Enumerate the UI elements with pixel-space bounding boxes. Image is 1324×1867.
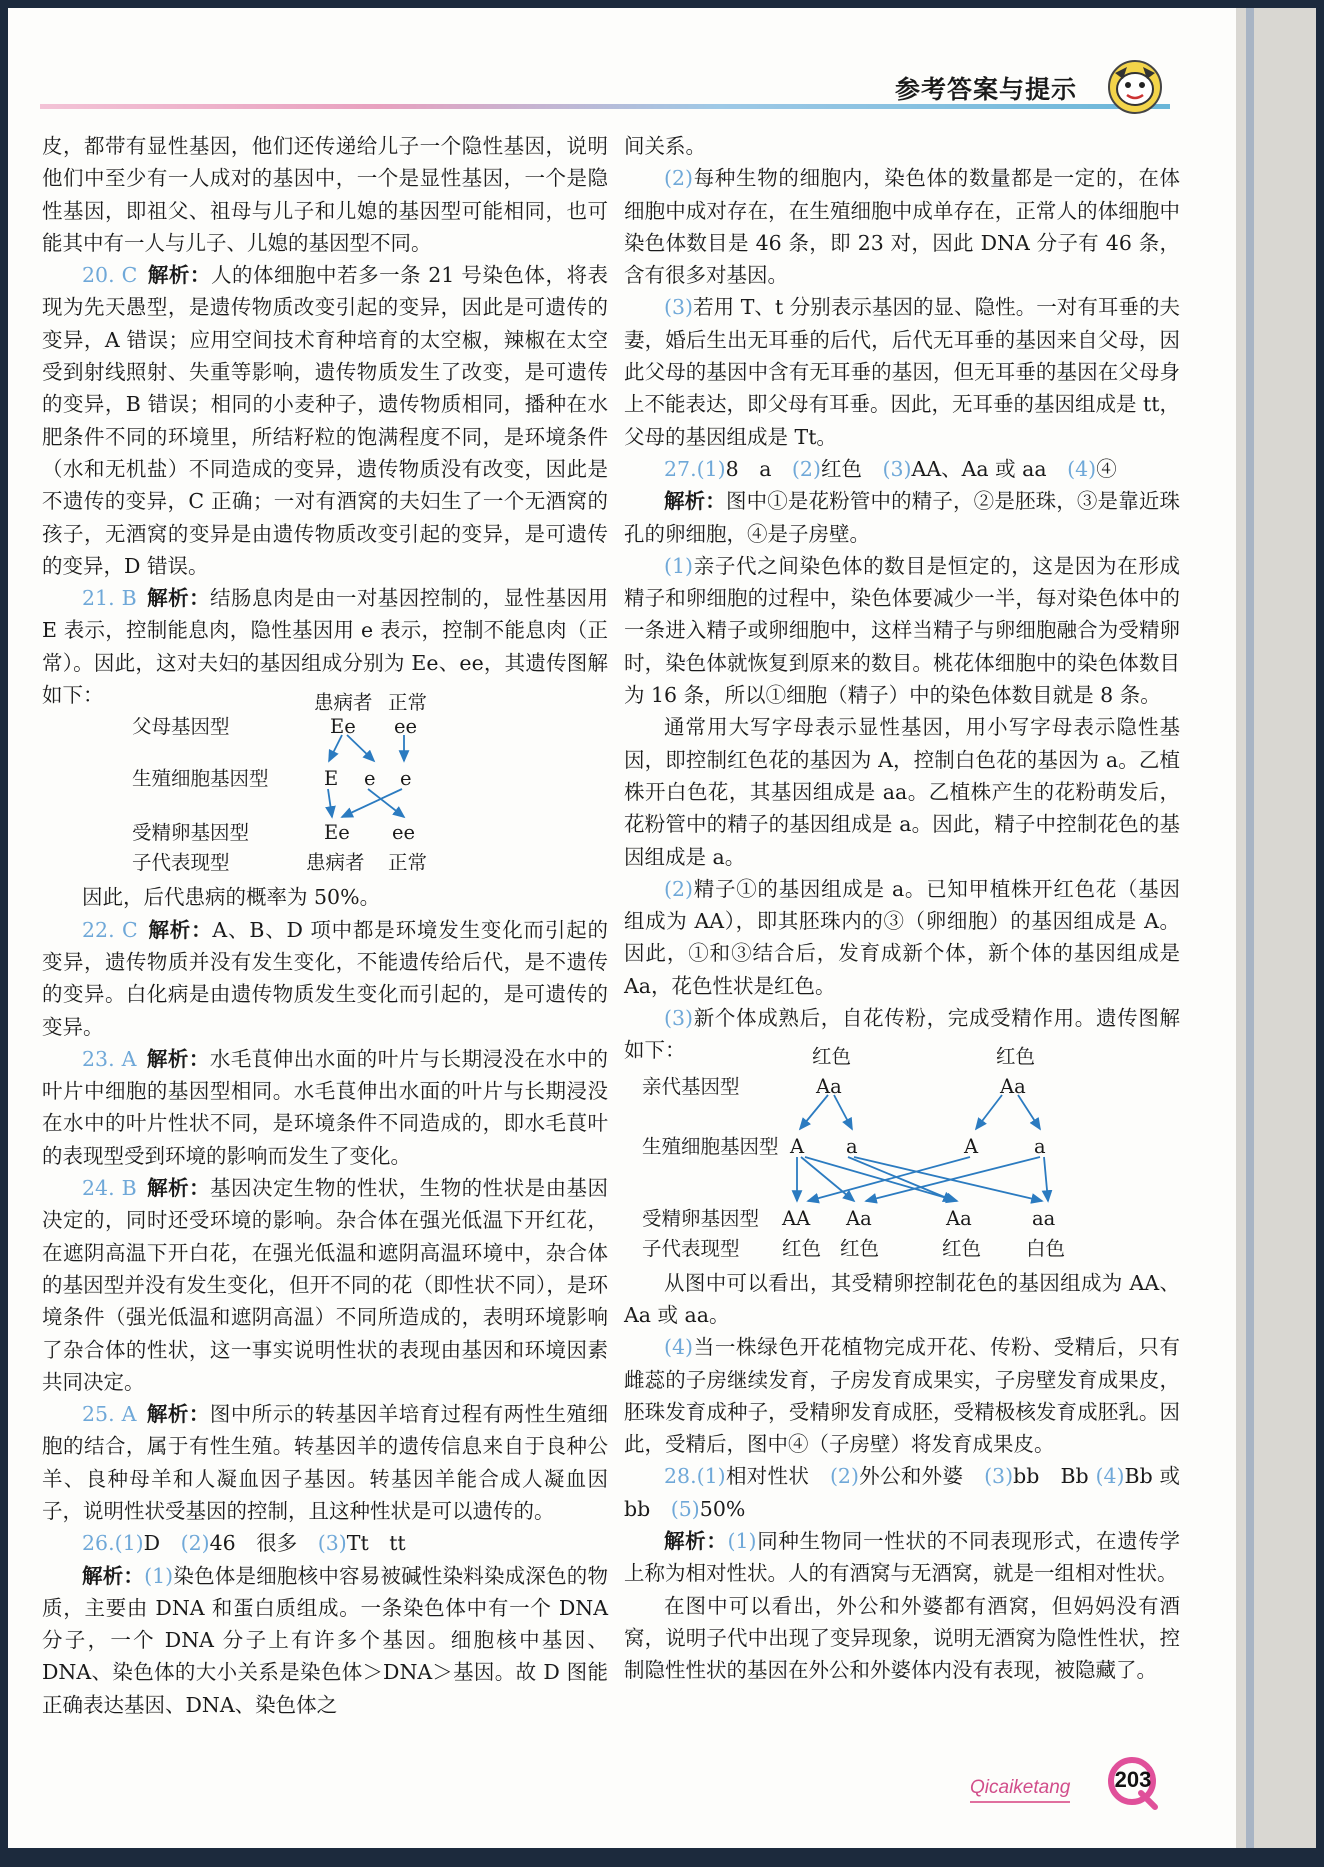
answer-value: AA、Aa 或 aa — [911, 456, 1047, 481]
answer-value: 50% — [699, 1496, 746, 1521]
analysis-label: 解析： — [82, 1563, 145, 1588]
answer-value: bb Bb — [1013, 1464, 1089, 1489]
zygote: Aa — [946, 1206, 972, 1230]
analysis-label: 解析： — [664, 1528, 728, 1553]
answer-26-keys — [42, 1527, 608, 1559]
analysis-text: A、B、D 项中都是环境发生变化而引起的变异，遗传物质并没有发生变化，不能遗传给后代，是不遗传的变异。白化病是由遗传物质发生变化而引起的，是可遗传的变异。 — [42, 917, 608, 1039]
row-label: 父母基因型 — [132, 715, 230, 739]
gamete: E — [324, 767, 339, 791]
answer-26-analysis — [42, 1560, 608, 1721]
sub-number: (3) — [317, 1531, 347, 1556]
question-number: 27. — [664, 456, 697, 481]
question-number: 20. C — [82, 263, 138, 288]
analysis-label: 解析： — [146, 1046, 210, 1071]
gamete: a — [846, 1134, 858, 1158]
zygote: Aa — [846, 1206, 872, 1230]
paragraph-text: 精子①的基因组成是 a。已知甲植株开红色花（基因组成为 AA），即其胚珠内的③（卵细胞）的基因组成是 A。因此，①和③结合后，发育成新个体，新个体的基因组成是 Aa，花色性状是红色。 — [624, 876, 1180, 998]
question-number: 22. C — [82, 917, 138, 942]
parent-phenotype: 红色 — [996, 1044, 1036, 1068]
paragraph: 在图中可以看出，外公和外婆都有酒窝，但妈妈没有酒窝，说明子代中出现了变异现象，说明无酒窝为隐性性状，控制隐性性状的基因在外公和外婆体内没有表现，被隐藏了。 — [624, 1593, 1180, 1683]
gamete: a — [1034, 1134, 1046, 1158]
sub-number: (4) — [1067, 456, 1097, 481]
sub-number: (1) — [727, 1528, 757, 1553]
left-column — [42, 130, 608, 1721]
paragraph — [624, 162, 1180, 291]
row-label: 子代表现型 — [642, 1236, 740, 1260]
analysis-text: 同种生物同一性状的不同表现形式，在遗传学上称为相对性状。人的有酒窝与无酒窝，就是一组相对性状。 — [624, 1528, 1180, 1586]
label-patient: 患病者 — [314, 691, 373, 715]
sub-number: (1) — [114, 1531, 144, 1556]
analysis-label: 解析： — [664, 489, 726, 514]
analysis-text: 水毛茛伸出水面的叶片与长期浸没在水中的叶片中细胞的基因型相同。水毛茛伸出水面的叶片与长期浸没在水中的叶片性状不同，是环境条件不同造成的，即水毛茛叶的表现型受到环境的影响而发生了变化。 — [42, 1046, 609, 1168]
sub-number: (1) — [696, 1464, 726, 1489]
zygote: AA — [782, 1206, 811, 1230]
sub-number: (3) — [984, 1464, 1014, 1489]
paragraph-text: 亲子代之间染色体的数目是恒定的，这是因为在形成精子和卵细胞的过程中，染色体要减少一半，每对染色体中的一条进入精子或卵细胞中，这样当精子与卵细胞融合为受精卵时，染色体就恢复到原来的数目。桃花体细胞中的染色体数目为 16 条，所以①细胞（精子）中的染色体数目就是 8 条。 — [624, 553, 1180, 708]
answer-23 — [42, 1043, 608, 1172]
answer-value: ④ — [1096, 456, 1117, 481]
footer-brand: Qicaiketang — [970, 1777, 1070, 1803]
analysis-text: 图中①是花粉管中的精子，②是胚珠，③是靠近珠孔的卵细胞，④是子房壁。 — [624, 489, 1180, 546]
page-number-badge — [1105, 1755, 1161, 1811]
phenotype: 红色 — [782, 1236, 822, 1260]
parent-phenotype: 红色 — [812, 1044, 852, 1068]
analysis-text: 基因决定生物的性状，生物的性状是由基因决定的，同时还受环境的影响。杂合体在强光低温下开红花，在遮阴高温下开白花，在强光低温和遮阴高温环境中，杂合体的基因型并没有发生变化，但开不同的花（即性状不同），是环境条件（强光低温和遮阴高温）不同所造成的，表明环境影响了杂合体的性状，这一事实说明性状的表现由基因和环境因素共同决定。 — [42, 1176, 609, 1394]
sub-number: (2) — [791, 456, 821, 481]
sub-number: (4) — [664, 1335, 694, 1360]
phenotype: 患病者 — [306, 851, 365, 875]
question-number: 24. B — [82, 1176, 137, 1201]
answer-value: 8 a — [725, 456, 772, 481]
question-number: 23. A — [82, 1046, 137, 1071]
sub-number: (2) — [180, 1531, 210, 1556]
paragraph — [624, 873, 1180, 1002]
row-label: 生殖细胞基因型 — [132, 767, 269, 791]
mascot-icon — [1105, 55, 1165, 115]
paragraph-text: 当一株绿色开花植物完成开花、传粉、受精后，只有雌蕊的子房继续发育，子房发育成果实，子房壁发育成果皮，胚珠发育成种子，受精卵发育成胚，受精极核发育成胚乳。因此，受精后，图中④（子房壁）将发育成果皮。 — [624, 1335, 1180, 1457]
question-number: 26. — [82, 1531, 115, 1556]
phenotype: 正常 — [388, 851, 428, 875]
answer-28-keys — [624, 1460, 1180, 1525]
label-normal: 正常 — [388, 691, 428, 715]
analysis-label: 解析： — [146, 586, 211, 611]
gamete: e — [364, 767, 376, 791]
sub-number: (3) — [664, 295, 694, 320]
sub-number: (2) — [664, 876, 694, 901]
answer-value: Tt tt — [346, 1531, 406, 1556]
sub-number: (2) — [664, 166, 694, 191]
answer-20 — [42, 259, 608, 582]
page-number: 203 — [1114, 1767, 1152, 1792]
sub-number: (1) — [144, 1563, 174, 1588]
zygote: Ee — [324, 821, 350, 845]
row-label: 亲代基因型 — [642, 1074, 740, 1098]
row-label: 生殖细胞基因型 — [642, 1134, 779, 1158]
sub-number: (1) — [664, 553, 694, 578]
row-label: 子代表现型 — [132, 851, 230, 875]
paragraph — [624, 1331, 1180, 1460]
paragraph — [624, 291, 1180, 452]
sub-number: (2) — [829, 1464, 859, 1489]
answer-28-analysis — [624, 1525, 1180, 1590]
answer-value: 红色 — [820, 456, 862, 481]
analysis-text: 图中所示的转基因羊培育过程有两性生殖细胞的结合，属于有性生殖。转基因羊的遗传信息来自于良种公羊、良种母羊和人凝血因子基因。转基因羊能合成人凝血因子，说明性状受基因的控制，且这种性状是可以遗传的。 — [42, 1402, 609, 1523]
answer-value: Bb 或 bb — [624, 1464, 1180, 1521]
answer-value: 相对性状 — [725, 1464, 810, 1489]
paragraph: 通常用大写字母表示显性基因，用小写字母表示隐性基因，即控制红色花的基因为 A，控制白色花的基因为 a。乙植株开白色花，其基因组成是 aa。乙植株产生的花粉萌发后，花粉管中的精子的基因组成是 a。因此，精子中控制花色的基因组成是 a。 — [624, 715, 1180, 869]
gamete: A — [790, 1134, 805, 1158]
phenotype: 白色 — [1026, 1236, 1066, 1260]
row-label: 受精卵基因型 — [642, 1206, 760, 1230]
answer-25 — [42, 1398, 608, 1527]
paragraph: 因此，后代患病的概率为 50%。 — [82, 885, 381, 910]
answer-24 — [42, 1172, 608, 1398]
inheritance-diagram-27 — [624, 1044, 1180, 1267]
phenotype: 红色 — [840, 1236, 880, 1260]
sub-number: (4) — [1095, 1464, 1125, 1489]
gamete: e — [400, 767, 412, 791]
zygote: ee — [392, 821, 416, 845]
parent-genotype: Aa — [816, 1074, 842, 1098]
page-edge — [1236, 8, 1316, 1848]
paragraph: 间关系。 — [624, 134, 706, 158]
paragraph — [624, 1002, 1180, 1067]
analysis-label: 解析： — [147, 263, 211, 288]
question-number: 28. — [664, 1464, 697, 1489]
gamete: A — [964, 1134, 979, 1158]
analysis-text: 结肠息肉是由一对基因控制的，显性基因用 E 表示，控制能息肉，隐性基因用 e 表示，控制不能息肉（正常）。因此，这对夫妇的基因组成分别为 Ee、ee，其遗传图解如下： — [42, 586, 609, 708]
question-number: 21. B — [82, 586, 137, 611]
answer-27-analysis — [624, 485, 1180, 550]
parent-genotype: Aa — [1000, 1074, 1026, 1098]
zygote: aa — [1032, 1206, 1056, 1230]
sub-number: (3) — [882, 456, 912, 481]
sub-number: (1) — [696, 456, 726, 481]
analysis-label: 解析： — [146, 1176, 211, 1201]
question-number: 25. A — [82, 1402, 137, 1427]
sub-number: (3) — [664, 1006, 694, 1031]
paragraph-text: 新个体成熟后，自花传粉，完成受精作用。遗传图解如下： — [624, 1006, 1180, 1063]
analysis-text: 人的体细胞中若多一条 21 号染色体，将表现为先天愚型，是遗传物质改变引起的变异，因此是可遗传的变异，A 错误；应用空间技术育种培育的太空椒，辣椒在太空受到射线照射、失重等影响，遗传物质发生了改变，是可遗传的变异，B 错误；相同的小麦种子，遗传物质相同，播种在水肥条件不同的环境里，所结籽粒的饱满程度不同，是环境条件（水和无机盐）不同造成的变异，遗传物质没有改变，因此是不遗传的变异，C 正确；一对有酒窝的夫妇生了一个无酒窝的孩子，无酒窝的变异是由遗传物质改变引起的变异，是可遗传的变异，D 错误。 — [42, 263, 608, 578]
inheritance-diagram-21 — [42, 691, 608, 881]
parent-genotype: ee — [394, 715, 418, 739]
analysis-label: 解析： — [147, 917, 213, 942]
paragraph — [624, 550, 1180, 711]
parent-genotype: Ee — [330, 715, 356, 739]
paragraph-text: 若用 T、t 分别表示基因的显、隐性。一对有耳垂的夫妻，婚后生出无耳垂的后代，后代无耳垂的基因来自父母，因此父母的基因中含有无耳垂的基因，但无耳垂的基因在父母身上不能表达，即父母有耳垂。因此，无耳垂的基因组成是 tt，父母的基因组成是 Tt。 — [624, 295, 1180, 449]
row-label: 受精卵基因型 — [132, 821, 250, 845]
analysis-label: 解析： — [146, 1402, 210, 1427]
right-column — [624, 130, 1180, 1686]
answer-27-keys — [624, 453, 1180, 485]
answer-value: D — [143, 1531, 161, 1556]
analysis-text: 染色体是细胞核中容易被碱性染料染成深色的物质，主要由 DNA 和蛋白质组成。一条染色体中有一个 DNA 分子，一个 DNA 分子上有许多个基因。细胞核中基因、DNA、染色体的大小关系是染色体＞DNA＞基因。故 D 图能正确表达基因、DNA、染色体之 — [42, 1563, 609, 1717]
answer-value: 外公和外婆 — [858, 1464, 964, 1489]
paragraph: 皮，都带有显性基因，他们还传递给儿子一个隐性基因，说明他们中至少有一人成对的基因中，一个是显性基因，一个是隐性基因，即祖父、祖母与儿子和儿媳的基因型可能相同，也可能其中有一人与儿子、儿媳的基因型不同。 — [42, 134, 608, 255]
answer-22 — [42, 914, 608, 1043]
phenotype: 红色 — [942, 1236, 982, 1260]
paragraph-text: 每种生物的细胞内，染色体的数量都是一定的，在体细胞中成对存在，在生殖细胞中成单存在，正常人的体细胞中染色体数目是 46 条，即 23 对，因此 DNA 分子有 46 条，含有很多对基因。 — [624, 166, 1180, 288]
answer-value: 46 很多 — [209, 1531, 298, 1556]
header-title: 参考答案与提示 — [895, 75, 1078, 104]
paragraph: 从图中可以看出，其受精卵控制花色的基因组成为 AA、Aa 或 aa。 — [624, 1270, 1180, 1327]
sub-number: (5) — [670, 1496, 700, 1521]
